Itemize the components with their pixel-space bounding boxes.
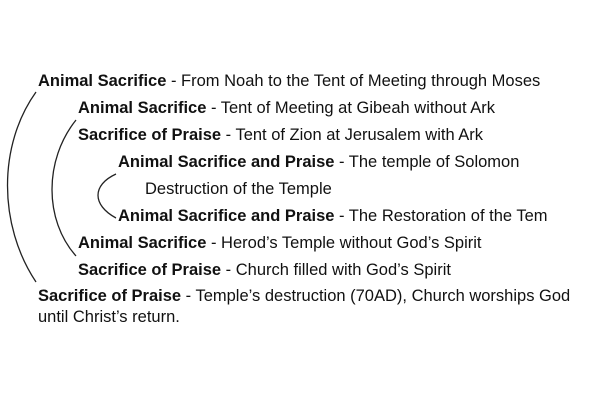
chiasm-center-line — [145, 178, 600, 200]
line-8-description: - Church filled with God’s Spirit — [221, 261, 451, 279]
center-description: Destruction of the Temple — [145, 180, 332, 198]
chiasm-line-8 — [78, 259, 600, 281]
line-9-description: - Temple’s destruction (70AD), Church worships God until Christ’s return. — [38, 287, 571, 326]
line-3-heading: Sacrifice of Praise — [78, 126, 222, 144]
line-3-description: - Tent of Zion at Jerusalem with Ark — [221, 126, 484, 144]
line-8-heading: Sacrifice of Praise — [78, 261, 222, 279]
chiasm-line-3 — [78, 124, 600, 146]
chiasm-line-9 — [38, 286, 600, 328]
line-6-description: - The Restoration of the Tem — [334, 207, 548, 225]
line-7-description: - Herod’s Temple without God’s Spirit — [206, 234, 482, 252]
chiasm-line-2 — [78, 97, 600, 119]
line-7-heading: Animal Sacrifice — [78, 234, 207, 252]
line-6-heading: Animal Sacrifice and Praise — [118, 207, 335, 225]
line-2-heading: Animal Sacrifice — [78, 99, 207, 117]
chiasm-line-7 — [78, 232, 600, 254]
inner-bracket — [98, 174, 116, 218]
line-1-description: - From Noah to the Tent of Meeting through Moses — [166, 72, 541, 90]
outer-bracket — [8, 92, 37, 282]
line-2-description: - Tent of Meeting at Gibeah without Ark — [206, 99, 495, 117]
chiasm-line-1 — [38, 70, 600, 92]
line-9-heading: Sacrifice of Praise — [38, 287, 182, 305]
chiasm-line-4 — [118, 151, 600, 173]
line-1-heading: Animal Sacrifice — [38, 72, 167, 90]
middle-bracket — [52, 120, 76, 256]
line-4-description: - The temple of Solomon — [334, 153, 520, 171]
line-4-heading: Animal Sacrifice and Praise — [118, 153, 335, 171]
chiasm-line-6 — [118, 205, 600, 227]
